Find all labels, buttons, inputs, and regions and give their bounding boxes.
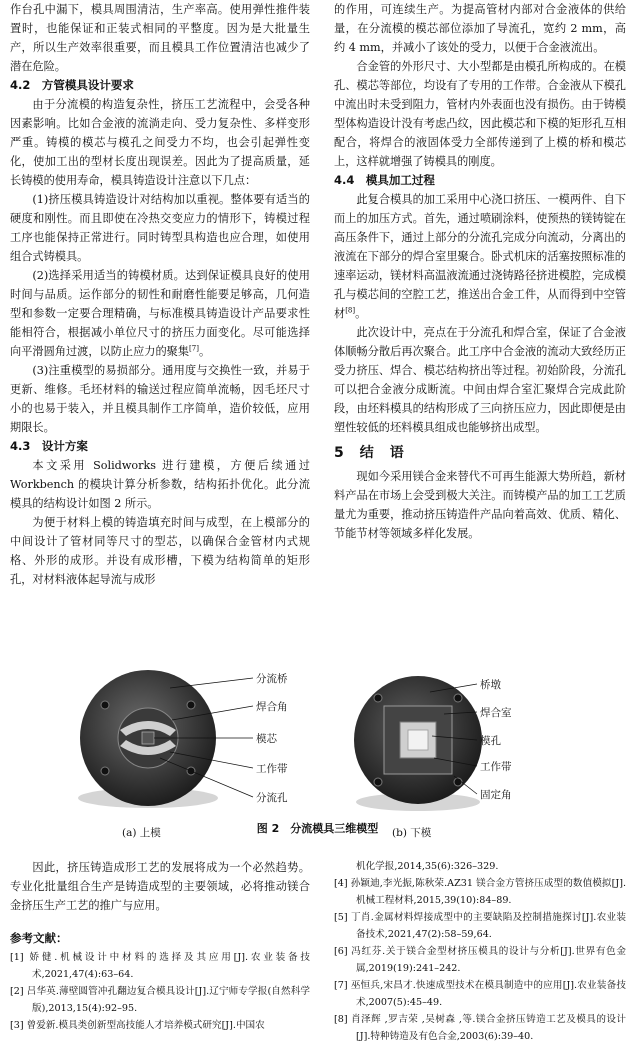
subcaption-b: (b) 下模	[392, 827, 432, 839]
paragraph: 因此，挤压铸造成形工艺的发展将成为一个必然趋势。专业化批量组合生产是铸造成型的主要领域，必将推动镁合金挤压生产工艺的推广与应用。	[10, 861, 310, 912]
reference-item: [5] 丁肖.金属材料焊接成型中的主要缺陷及控制措施探讨[J].农业装备技术,2021,47(2):58–59,64.	[334, 912, 626, 940]
paragraph: 为便于材料上模的铸造填充时间与成型，在上模部分的中间设计了管材同等尺寸的型芯，以确保合金管材内式规格、外形的成形。并设有成形槽，下模为结构简单的矩形孔，对材料液体起导流与成形	[10, 516, 310, 586]
references-heading: 参考文献：	[10, 931, 68, 945]
reference-item: [8] 肖泽辉 ,罗吉荣 ,吴树森 ,等.镁合金挤压铸造工艺及模具的设计[J].特种铸造及有色合金,2003(6):39–40.	[334, 1014, 626, 1042]
paragraph: (1)挤压模具铸造设计对结构加以重视。整体要有适当的硬度和刚性。而且即使在冷热交变应力的情形下，铸模过程工序也能保持正常进行。同时铸型具构造也应合理，如使用组合式铸模具。	[10, 193, 310, 263]
reference-item: [2] 吕华英.薄壁圆管冲孔翻边复合模具设计[J].辽宁师专学报(自然科学版),2013,15(4):92–95.	[10, 986, 310, 1014]
label-die-hole: 模孔	[480, 735, 501, 747]
paragraph: (3)注重模型的易损部分。通用度与交换性一致，并易于更新、维修。毛坯材料的输送过程应简单流畅，因毛坯尺寸小的也易于装入，并且模具制作工序简单，造价较低，应用期限长。	[10, 364, 310, 434]
label-work-belt: 工作带	[256, 763, 288, 775]
label-work-belt: 工作带	[480, 761, 512, 773]
figure-panel-lower-die	[334, 660, 634, 839]
paragraph: 本文采用 Solidworks 进行建模，方便后续通过 Workbench 的模块计算分析参数，结构拓扑优化。此分流模具的结构设计如图 2 所示。	[10, 459, 310, 510]
left-column	[10, 0, 310, 589]
mandrel	[142, 732, 154, 744]
references-list-right	[334, 858, 626, 1045]
bolt-hole	[101, 701, 109, 709]
paragraph: 合金管的外形尺寸、大小型都是由模孔所构成的。在模孔、模芯等部位，均设有了专用的工作带。合金液从下模孔中流出时未受到阻力，管材内外表面也没有损伤。由于铸模型体构造设计没有考虑凸纹，因此模芯和下模的矩形孔互相配合，将焊合的液固体受力全部传递到了上模的桥和模芯上，这样就增强了铸模具的刚度。	[334, 60, 626, 168]
reference-item: [3] 曾爱新.模具类创新型高技能人才培养模式研究[J].中国农	[10, 1020, 265, 1031]
figure-panel-upper-die	[10, 660, 310, 839]
reference-item: [7] 巫恒兵,宋昌才.快速成型技术在模具制造中的应用[J].农业装备技术,2007(5):45–49.	[334, 980, 626, 1008]
paragraph: 此次设计中，亮点在于分流孔和焊合室，保证了合金液体顺畅分散后再次聚合。此工序中合金液的流动大致经历正受力挤压、焊合、模芯结构挤出等过程。初始阶段，分流孔可以把合金液分成断流。中间由焊合室汇聚焊合完成此阶段，由坯料模具的结构形成了三向挤压应力，因此即便是由塑性较低的坯料模具组成也能够挤出成型。	[334, 326, 626, 434]
paragraph: 现如今采用镁合金来替代不可再生能源大势所趋，新材料产品在市场上会受到极大关注。而铸模产品的加工工艺质量尤为重要，推动挤压铸造件产品向着高效、优质、精化、节能节材等领域多样化发展。	[334, 470, 626, 540]
text-run: 。	[198, 345, 211, 358]
label-weld-corner: 焊合角	[256, 701, 288, 713]
citation: [7]	[189, 344, 199, 353]
label-mandrel: 模芯	[256, 733, 277, 745]
text-run: 此复合模具的加工采用中心浇口挤压、一模两件、自下而上的加压方式。首先，通过喷刷涂料，使预热的镁铸锭在高压条件下，通过上部分的分流孔完成分向流动，分离出的液流在下部分的焊合室里聚合。卧式机床的活塞按照标准的速率运动，镁材料高温液流通过浇铸路径挤进模腔，完成模孔与模芯间的空腔工艺，推送出合金工件，从而得到中空管材	[334, 193, 626, 320]
right-column	[334, 0, 626, 543]
reference-continuation: 机化学报,2014,35(6):326–329.	[356, 861, 499, 872]
bottom-left-column	[10, 858, 310, 1034]
text-run: 。	[355, 307, 367, 320]
figure-caption: 图 2 分流模具三维模型	[256, 822, 379, 835]
paragraph	[334, 190, 626, 323]
references-list-left	[10, 949, 310, 1034]
label-fixing-corner: 固定角	[480, 789, 512, 801]
subcaption-a: (a) 上模	[122, 827, 161, 839]
bolt-hole	[101, 767, 109, 775]
paragraph: 作台孔中漏下，模具周围清洁，生产率高。使用弹性推件装置时，也能保证和正装式相同的平整度。因为是大批量生产，所以生产效率很重要，而且模具工作位置清洁也减少了潜在危险。	[10, 3, 310, 73]
section-heading-4-4: 4.4 模具加工过程	[334, 173, 435, 187]
reference-item: [4] 孙颖迪,李光振,陈秋荣.AZ31 镁合金方管挤压成型的数值模拟[J].机械工程材料,2015,39(10):84–89.	[334, 878, 626, 906]
reference-item: [6] 冯红芬.关于镁合金型材挤压模具的设计与分析[J].世界有色金属,2019(19):241–242.	[334, 946, 626, 974]
paragraph: 由于分流模的构造复杂性，挤压工艺流程中，会受各种因素影响。比如合金液的流淌走向、受力复杂性、多样变形严重。铸模的模芯与模孔之间受力不均，也会引起弹性变化，使加工出的型材长度出现误差。因此为了提高质量，延长铸模的使用寿命，模具铸造设计注意以下几点：	[10, 98, 310, 187]
die-hole-inner	[408, 730, 428, 750]
figure-2	[0, 660, 635, 845]
text-run: (2)选择采用适当的铸模材质。达到保证模具良好的使用时间与品质。运作部分的韧性和耐磨性能要足够高，几何造型和参数一定要合理精确，与标准模具铸造设计产品要求性能相符合，根据减小单位尺寸的挤压力面变化。尽可能选择向平滑圆角过渡，以防止应力的聚集	[10, 269, 310, 358]
paragraph: 的作用，可连续生产。为提高管材内部对合金液体的供给量，在分流模的模芯部位添加了导流孔，宽约 2 mm，高约 4 mm，并减小了该处的受力，以便于合金液流出。	[334, 3, 626, 54]
label-weld-chamber: 焊合室	[480, 707, 512, 719]
label-split-hole: 分流孔	[256, 792, 288, 804]
bolt-hole	[454, 694, 462, 702]
label-pier: 桥墩	[480, 679, 501, 691]
citation: [8]	[345, 306, 356, 315]
bolt-hole	[187, 701, 195, 709]
bolt-hole	[374, 778, 382, 786]
label-split-bridge: 分流桥	[256, 673, 288, 685]
section-heading-5: 5 结 语	[334, 445, 405, 461]
section-heading-4-2: 4.2 方管模具设计要求	[10, 78, 134, 92]
bolt-hole	[374, 694, 382, 702]
paragraph	[10, 266, 310, 361]
section-heading-4-3: 4.3 设计方案	[10, 439, 88, 453]
reference-item: [1] 娇健.机械设计中材料的选择及其应用[J].农业装备技术,2021,47(4):63–64.	[10, 952, 310, 980]
